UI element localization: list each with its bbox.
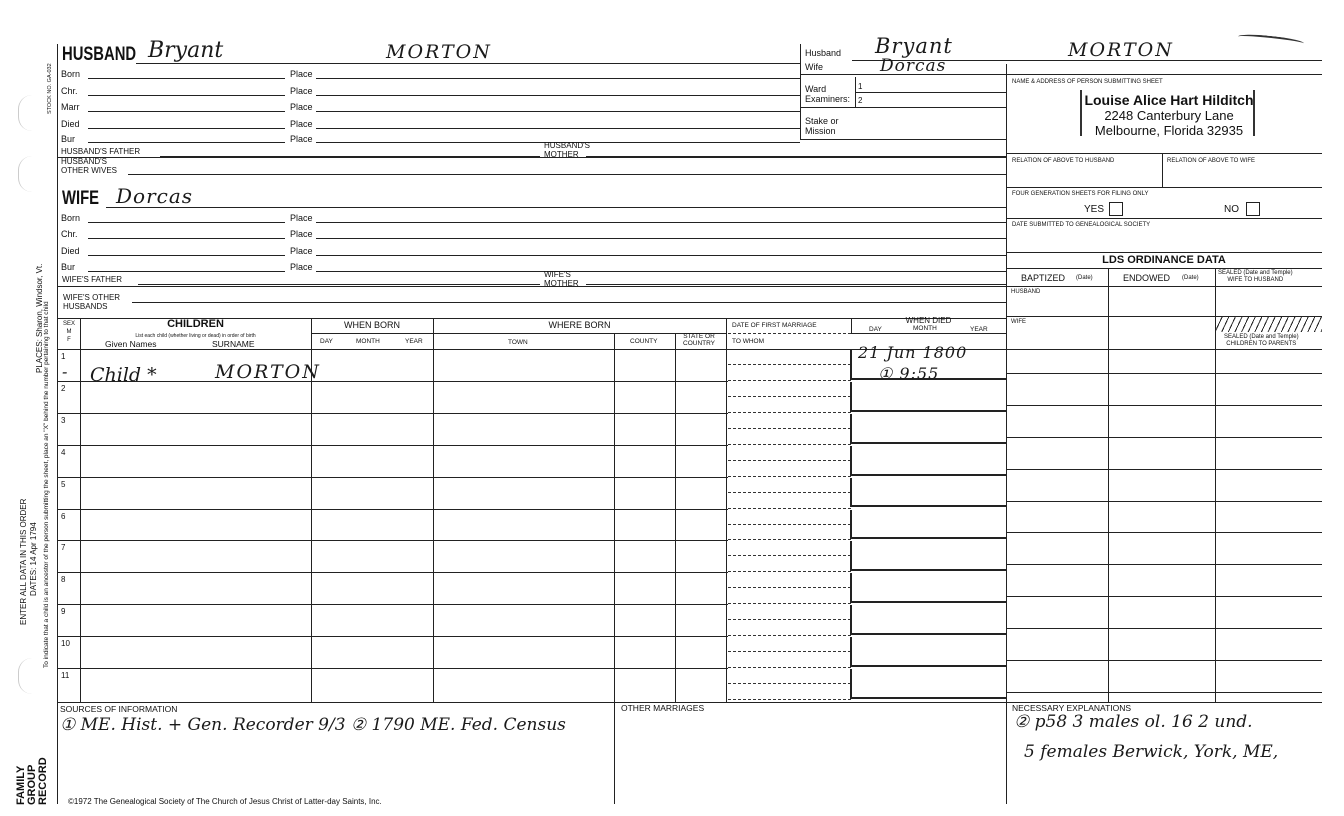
marriage-date-field[interactable] bbox=[728, 364, 851, 365]
husbands-other-wives-field[interactable] bbox=[128, 174, 1006, 175]
top-husband-label: Husband bbox=[805, 48, 842, 58]
when-died-field[interactable] bbox=[850, 541, 1006, 571]
child-row-number: 1 bbox=[61, 352, 66, 361]
ward-bottom-line bbox=[800, 107, 1006, 108]
ancestor-instruction-side-label: To indicate that a child is an ancestor of the person submitting the sheet, place an "X" behind the number pertaining to that child bbox=[43, 301, 50, 668]
child-row-line bbox=[57, 540, 728, 541]
marriage-spouse-field[interactable] bbox=[728, 571, 851, 572]
no-checkbox[interactable] bbox=[1246, 202, 1260, 216]
top-wife-given[interactable]: Dorcas bbox=[880, 56, 947, 76]
lds-row-line bbox=[1006, 628, 1322, 629]
county-header: COUNTY bbox=[630, 338, 658, 345]
wife-bur-label: Bur bbox=[61, 262, 76, 272]
family-group-record-label: FAMILY GROUP RECORD bbox=[15, 757, 49, 805]
wifes-father-field[interactable] bbox=[138, 284, 540, 285]
examiner-1-field[interactable]: 1 bbox=[858, 82, 863, 91]
husband-bur-place-label: Place bbox=[290, 134, 313, 144]
lds-row-line bbox=[1006, 532, 1322, 533]
child-row-number: 9 bbox=[61, 607, 66, 617]
husband-chr-field[interactable] bbox=[88, 95, 285, 96]
child-row-number: 3 bbox=[61, 415, 66, 425]
husband-marr-label: Marr bbox=[61, 102, 80, 112]
punch-hole-mark bbox=[18, 95, 32, 131]
wife-bur-place-label: Place bbox=[290, 262, 313, 272]
month-header: MONTH bbox=[356, 338, 380, 345]
when-died-field[interactable] bbox=[850, 510, 1006, 540]
punch-hole-mark bbox=[18, 156, 32, 192]
husband-died-place-label: Place bbox=[290, 119, 313, 129]
stake-mission-label: Stake or Mission bbox=[805, 116, 839, 136]
wifes-other-husbands-label: WIFE'S OTHER HUSBANDS bbox=[63, 293, 121, 311]
husband-surname[interactable]: MORTON bbox=[386, 41, 492, 63]
other-marriages-label: OTHER MARRIAGES bbox=[621, 703, 705, 713]
divider-line bbox=[1006, 187, 1322, 188]
wife-born-label: Born bbox=[61, 213, 81, 223]
wife-chr-field[interactable] bbox=[88, 238, 285, 239]
husband-died-field[interactable] bbox=[88, 128, 285, 129]
wife-died-place-label: Place bbox=[290, 246, 313, 256]
child-row-number: 4 bbox=[61, 447, 66, 457]
lds-row-line bbox=[1006, 405, 1322, 406]
marriage-date-field[interactable] bbox=[728, 460, 851, 461]
four-gen-label: FOUR GENERATION SHEETS FOR FILING ONLY bbox=[1012, 191, 1149, 197]
divider-line bbox=[57, 286, 1006, 287]
husband-born-label: Born bbox=[61, 69, 81, 79]
when-died-field[interactable] bbox=[850, 478, 1006, 508]
wife-died-field[interactable] bbox=[88, 255, 285, 256]
husband-died-place-field[interactable] bbox=[316, 128, 800, 129]
child-row-number: 10 bbox=[61, 639, 70, 649]
child-row-number: 2 bbox=[61, 383, 66, 393]
wife-born-place-label: Place bbox=[290, 213, 313, 223]
wife-bur-field[interactable] bbox=[88, 271, 285, 272]
punch-hole-mark bbox=[18, 658, 32, 694]
marriage-date-field[interactable] bbox=[728, 396, 851, 397]
first-marriage-header: DATE OF FIRST MARRIAGE bbox=[732, 322, 817, 329]
wife-bur-place-field[interactable] bbox=[316, 271, 1006, 272]
top-husband-surname[interactable]: MORTON bbox=[1068, 39, 1174, 61]
lds-row-line bbox=[1006, 437, 1322, 438]
top-right-block-divider bbox=[800, 44, 801, 140]
wife-born-field[interactable] bbox=[88, 222, 285, 223]
baptized-date-label: (Date) bbox=[1076, 275, 1093, 281]
husbands-other-wives-label: HUSBAND'S OTHER WIVES bbox=[61, 157, 118, 175]
lds-row-line bbox=[1006, 660, 1322, 661]
husband-heading: HUSBAND bbox=[62, 44, 137, 65]
child-row-line bbox=[57, 445, 728, 446]
died-month-header: MONTH bbox=[913, 325, 937, 332]
husband-born-field[interactable] bbox=[88, 78, 285, 79]
wife-chr-label: Chr. bbox=[61, 229, 78, 239]
child-row-line bbox=[57, 604, 728, 605]
child-row-number: 7 bbox=[61, 543, 66, 553]
sex-col-divider bbox=[80, 318, 81, 702]
when-died-field[interactable] bbox=[850, 605, 1006, 635]
dates-side-label: DATES: 14 Apr 1794 bbox=[29, 522, 38, 596]
lds-heading: LDS ORDINANCE DATA bbox=[1102, 254, 1226, 266]
ward-label: Ward bbox=[805, 84, 827, 94]
child-row-line bbox=[57, 413, 728, 414]
submitter-name: Louise Alice Hart Hilditch bbox=[1084, 92, 1254, 108]
yes-label: YES bbox=[1084, 204, 1105, 215]
lds-wife-label: WIFE bbox=[1011, 319, 1026, 325]
lds-row-line bbox=[1006, 596, 1322, 597]
wife-died-place-field[interactable] bbox=[316, 255, 1006, 256]
children-subheading: List each child (whether living or dead) in order of birth bbox=[135, 333, 256, 339]
wifes-father-label: WIFE'S FATHER bbox=[62, 275, 123, 284]
divider-line bbox=[1006, 252, 1322, 253]
died-day-header: DAY bbox=[869, 326, 882, 333]
enter-order-side-label: ENTER ALL DATA IN THIS ORDER bbox=[19, 498, 28, 625]
when-born-col-divider bbox=[433, 318, 434, 702]
husband-born-place-label: Place bbox=[290, 69, 313, 79]
date-submitted-label: DATE SUBMITTED TO GENEALOGICAL SOCIETY bbox=[1012, 222, 1151, 228]
child-row-line bbox=[57, 636, 728, 637]
husband-marr-field[interactable] bbox=[88, 111, 285, 112]
right-column-divider bbox=[1006, 64, 1007, 804]
when-died-field[interactable] bbox=[850, 669, 1006, 699]
husbands-father-label: HUSBAND'S FATHER bbox=[61, 147, 141, 156]
child-row-line bbox=[57, 572, 728, 573]
when-died-field[interactable] bbox=[850, 446, 1006, 476]
endowed-label: ENDOWED bbox=[1123, 273, 1170, 283]
child-row-number: 11 bbox=[61, 671, 70, 680]
divider-line bbox=[1006, 349, 1322, 350]
child-row-number: 5 bbox=[61, 479, 66, 489]
when-died-field[interactable] bbox=[850, 382, 1006, 412]
marriage-spouse-field[interactable] bbox=[728, 380, 851, 381]
wife-born-place-field[interactable] bbox=[316, 222, 1006, 223]
explanations-line2[interactable]: 5 females Berwick, York, ME, bbox=[1024, 742, 1279, 762]
husband-marr-place-label: Place bbox=[290, 102, 313, 112]
sealed-children-label: SEALED (Date and Temple) CHILDREN TO PARENTS bbox=[1224, 334, 1299, 347]
marriage-spouse-field[interactable] bbox=[728, 667, 851, 668]
marriage-spouse-field[interactable] bbox=[728, 476, 851, 477]
husbands-mother-label: HUSBAND'S MOTHER bbox=[544, 141, 590, 159]
submitter-city: Melbourne, Florida 32935 bbox=[1094, 123, 1244, 138]
marriage-spouse-field[interactable] bbox=[728, 603, 851, 604]
where-born-col-divider bbox=[726, 318, 727, 702]
child-row-line bbox=[57, 509, 728, 510]
stake-bottom-line bbox=[800, 139, 1006, 140]
when-died-header: WHEN DIED bbox=[905, 316, 952, 325]
husband-bur-field[interactable] bbox=[88, 142, 285, 143]
marriage-date-field[interactable] bbox=[728, 587, 851, 588]
marriage-date-field[interactable] bbox=[728, 492, 851, 493]
wife-chr-place-label: Place bbox=[290, 229, 313, 239]
endowed-date-label: (Date) bbox=[1182, 275, 1199, 281]
relation-wife-label: RELATION OF ABOVE TO WIFE bbox=[1167, 158, 1256, 164]
divider-line bbox=[1006, 268, 1322, 269]
lds-col-divider bbox=[1215, 268, 1216, 702]
relation-divider bbox=[1162, 153, 1163, 187]
lds-row-line bbox=[1006, 501, 1322, 502]
examiners-label: Examiners: bbox=[805, 94, 851, 104]
child-row-line bbox=[57, 668, 728, 669]
subheader-line bbox=[311, 333, 726, 334]
relation-husband-label: RELATION OF ABOVE TO HUSBAND bbox=[1012, 158, 1115, 164]
divider-line bbox=[1006, 218, 1322, 219]
lds-col-divider bbox=[1108, 268, 1109, 702]
child1-sex[interactable]: - bbox=[62, 362, 68, 381]
lds-row-line bbox=[1006, 373, 1322, 374]
copyright-text: ©1972 The Genealogical Society of The Church of Jesus Christ of Latter-day Saints, Inc. bbox=[68, 797, 382, 806]
husband-marr-place-field[interactable] bbox=[316, 111, 800, 112]
submitter-label: NAME & ADDRESS OF PERSON SUBMITTING SHEET bbox=[1012, 79, 1163, 85]
husband-born-place-field[interactable] bbox=[316, 78, 800, 79]
when-died-field[interactable] bbox=[850, 414, 1006, 444]
lds-husband-label: HUSBAND bbox=[1011, 289, 1041, 295]
marriage-spouse-field[interactable] bbox=[728, 444, 851, 445]
marriage-spouse-field[interactable] bbox=[728, 699, 851, 700]
husband-name-line bbox=[136, 63, 800, 64]
divider-line bbox=[1006, 153, 1322, 154]
wife-heading: WIFE bbox=[62, 188, 100, 209]
marriage-spouse-field[interactable] bbox=[728, 508, 851, 509]
explanations-label: NECESSARY EXPLANATIONS bbox=[1012, 703, 1132, 713]
state-header: STATE OR COUNTRY bbox=[683, 333, 716, 347]
pen-stroke bbox=[1238, 33, 1304, 48]
wife-name-line bbox=[106, 207, 1006, 208]
sealed-wife-label: SEALED (Date and Temple) WIFE TO HUSBAND bbox=[1218, 270, 1293, 283]
child-row-number: 6 bbox=[61, 511, 66, 521]
child1-died-date[interactable]: 21 Jun 1800 bbox=[858, 343, 968, 362]
to-whom-header: TO WHOM bbox=[732, 338, 765, 345]
child-row-line bbox=[57, 381, 728, 382]
marriage-spouse-field[interactable] bbox=[728, 635, 851, 636]
submitter-street: 2248 Canterbury Lane bbox=[1104, 108, 1234, 123]
marriage-date-field[interactable] bbox=[728, 555, 851, 556]
given-names-header: Given Names bbox=[105, 339, 157, 349]
wifes-mother-label: WIFE'S MOTHER bbox=[544, 270, 579, 288]
lds-row-line bbox=[1006, 692, 1322, 693]
children-heading: CHILDREN bbox=[167, 318, 224, 330]
baptized-label: BAPTIZED bbox=[1021, 273, 1066, 283]
wifes-other-husbands-field[interactable] bbox=[132, 302, 1006, 303]
left-margin-line bbox=[57, 44, 58, 804]
town-col-divider bbox=[614, 333, 615, 804]
husband-died-label: Died bbox=[61, 119, 80, 129]
husband-chr-place-field[interactable] bbox=[316, 95, 800, 96]
top-wife-line bbox=[800, 74, 1322, 75]
lds-row-line bbox=[1006, 564, 1322, 565]
explanations-line1[interactable]: ② p58 3 males ol. 16 2 und. bbox=[1014, 712, 1253, 732]
marriage-date-field[interactable] bbox=[728, 651, 851, 652]
when-died-field[interactable] bbox=[850, 573, 1006, 603]
child1-died-note[interactable]: ① 9:55 bbox=[878, 364, 940, 383]
husband-bur-label: Bur bbox=[61, 134, 76, 144]
examiner-2-field[interactable]: 2 bbox=[858, 96, 863, 105]
divider-line bbox=[1006, 286, 1322, 287]
sources-text[interactable]: ① ME. Hist. + Gen. Recorder 9/3 ② 1790 ME. Fed. Census bbox=[60, 715, 566, 735]
child1-surname[interactable]: MORTON bbox=[215, 361, 321, 383]
marriage-date-field[interactable] bbox=[728, 683, 851, 684]
no-label: NO bbox=[1224, 204, 1239, 215]
divider-line bbox=[57, 157, 1006, 158]
top-husband-given[interactable]: Bryant bbox=[875, 34, 953, 58]
when-born-header: WHEN BORN bbox=[344, 320, 400, 330]
where-born-header: WHERE BORN bbox=[548, 320, 611, 330]
husband-chr-place-label: Place bbox=[290, 86, 313, 96]
marriage-spouse-field[interactable] bbox=[728, 539, 851, 540]
lds-row-line bbox=[1006, 469, 1322, 470]
marriage-spouse-field[interactable] bbox=[728, 412, 851, 413]
county-col-divider bbox=[675, 333, 676, 702]
wife-died-label: Died bbox=[61, 246, 80, 256]
hatched-area bbox=[1216, 317, 1322, 332]
sex-header: SEX M F bbox=[62, 321, 75, 343]
stock-number-label: STOCK NO. GA-032 bbox=[47, 63, 53, 114]
top-wife-label: Wife bbox=[805, 62, 823, 72]
died-year-header: YEAR bbox=[970, 326, 988, 333]
year-header: YEAR bbox=[405, 338, 423, 345]
marriage-date-field[interactable] bbox=[728, 428, 851, 429]
places-side-label: PLACES: Sharon, Windsor, Vt. bbox=[35, 263, 44, 373]
child-row-number: 8 bbox=[61, 575, 66, 585]
wife-given-name[interactable]: Dorcas bbox=[116, 184, 194, 208]
child1-given-name[interactable]: Child * bbox=[90, 364, 157, 386]
husband-given-name[interactable]: Bryant bbox=[148, 38, 224, 63]
when-died-field[interactable] bbox=[850, 637, 1006, 667]
wifes-mother-field[interactable] bbox=[586, 284, 1006, 285]
surname-header: SURNAME bbox=[212, 339, 255, 349]
husband-chr-label: Chr. bbox=[61, 86, 78, 96]
marriage-date-field[interactable] bbox=[728, 619, 851, 620]
sources-label: SOURCES OF INFORMATION bbox=[60, 704, 178, 714]
marriage-date-field[interactable] bbox=[728, 524, 851, 525]
day-header: DAY bbox=[320, 338, 333, 345]
examiner-line bbox=[855, 92, 1006, 93]
yes-checkbox[interactable] bbox=[1109, 202, 1123, 216]
dashed-line bbox=[728, 333, 851, 334]
town-header: TOWN bbox=[508, 339, 528, 346]
wife-chr-place-field[interactable] bbox=[316, 238, 1006, 239]
child-row-line bbox=[57, 477, 728, 478]
